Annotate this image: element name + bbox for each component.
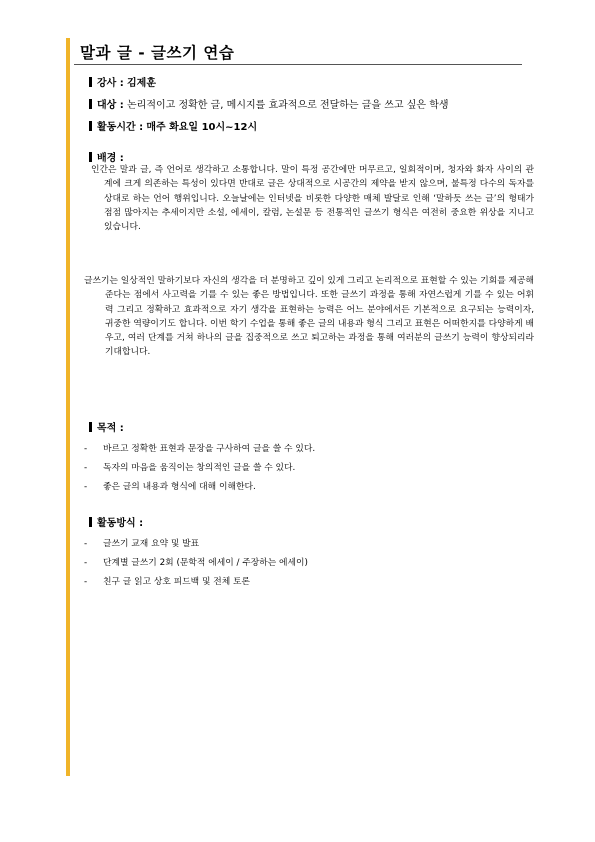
bullet-bar-icon [89, 121, 92, 131]
dash-bullet: - [84, 444, 88, 454]
method-text: 단계별 글쓰기 2회 (문학적 에세이 / 주장하는 에세이) [103, 558, 308, 568]
page-title: 말과 글 - 글쓰기 연습 [80, 44, 235, 62]
target-row [89, 99, 449, 113]
time-label: 활동시간 : [97, 122, 144, 133]
method-list [84, 535, 524, 592]
instructor-row [89, 77, 156, 91]
dash-bullet: - [84, 558, 88, 568]
target-label: 대상 : [97, 100, 124, 111]
goals-list [84, 440, 524, 497]
method-heading-label: 활동방식 : [97, 518, 144, 529]
time-row [89, 121, 257, 135]
dash-bullet: - [84, 577, 88, 587]
goals-heading-label: 목적 : [97, 423, 124, 434]
goal-text: 독자의 마음을 움직이는 창의적인 글을 쓸 수 있다. [103, 463, 296, 473]
dash-bullet: - [84, 482, 88, 492]
list-item [84, 478, 524, 497]
bullet-bar-icon [89, 99, 92, 109]
bullet-bar-icon [89, 422, 92, 432]
method-heading [89, 517, 143, 531]
list-item [84, 573, 524, 592]
list-item [84, 459, 524, 478]
bullet-bar-icon [89, 152, 92, 162]
list-item [84, 440, 524, 459]
bullet-bar-icon [89, 77, 92, 87]
time-value: 매주 화요일 10시~12시 [146, 122, 258, 133]
list-item [84, 554, 524, 573]
target-value: 논리적이고 정확한 글, 메시지를 효과적으로 전달하는 글을 쓰고 싶은 학생 [127, 100, 449, 111]
instructor-label: 강사 : [97, 78, 124, 89]
background-heading-label: 배경 : [97, 153, 124, 164]
instructor-value: 김제훈 [127, 78, 156, 89]
dash-bullet: - [84, 463, 88, 473]
goal-text: 좋은 글의 내용과 형식에 대해 이해한다. [103, 482, 256, 492]
title-divider [74, 64, 522, 65]
bullet-bar-icon [89, 517, 92, 527]
background-paragraph-2: 글쓰기는 일상적인 말하기보다 자신의 생각을 더 분명하고 깊이 있게 그리고 논리적으로 표현할 수 있는 기회를 제공해준다는 점에서 사고력을 기를 수 있는 좋은 방법입니다. 또한 글쓰기 과정을 통해 자연스럽게 기를 수 있는 어휘력 그리고 정확하고 효과적으로 자기 생각을 표현하는 능력은 어느 분야에서든 기본적으로 요구되는 능력이자, 귀중한 역량이기도 합니다. 이번 학기 수업을 통해 좋은 글의 내용과 형식 그리고 표현은 어떠한지를 다양하게 배우고, 여러 단계를 거쳐 하나의 글을 집중적으로 쓰고 퇴고하는 과정을 통해 여러분의 글쓰기 능력이 향상되리라 기대합니다. [84, 276, 534, 358]
list-item [84, 535, 524, 554]
method-text: 글쓰기 교재 요약 및 발표 [103, 539, 200, 549]
method-text: 친구 글 읽고 상호 피드백 및 전체 토론 [103, 577, 251, 587]
dash-bullet: - [84, 539, 88, 549]
goal-text: 바르고 정확한 표현과 문장을 구사하여 글을 쓸 수 있다. [103, 444, 316, 454]
goals-heading [89, 422, 124, 436]
accent-rule [66, 38, 70, 776]
background-paragraph-1: 인간은 말과 글, 즉 언어로 생각하고 소통합니다. 말이 특정 공간에만 머무르고, 일회적이며, 청자와 화자 사이의 관계에 크게 의존하는 특성이 있다면 반대로 글은 상대적으로 시공간의 제약을 받지 않으며, 불특정 다수의 독자를 상대로 하는 언어 행위입니다. 오늘날에는 인터넷을 비롯한 다양한 매체 발달로 인해 ‘말하듯 쓰는 글’의 형태가 점점 많아지는 추세이지만 소설, 에세이, 칼럼, 논설문 등 전통적인 글쓰기 형식은 여전히 중요한 위상을 지니고 있습니다. [91, 165, 534, 233]
